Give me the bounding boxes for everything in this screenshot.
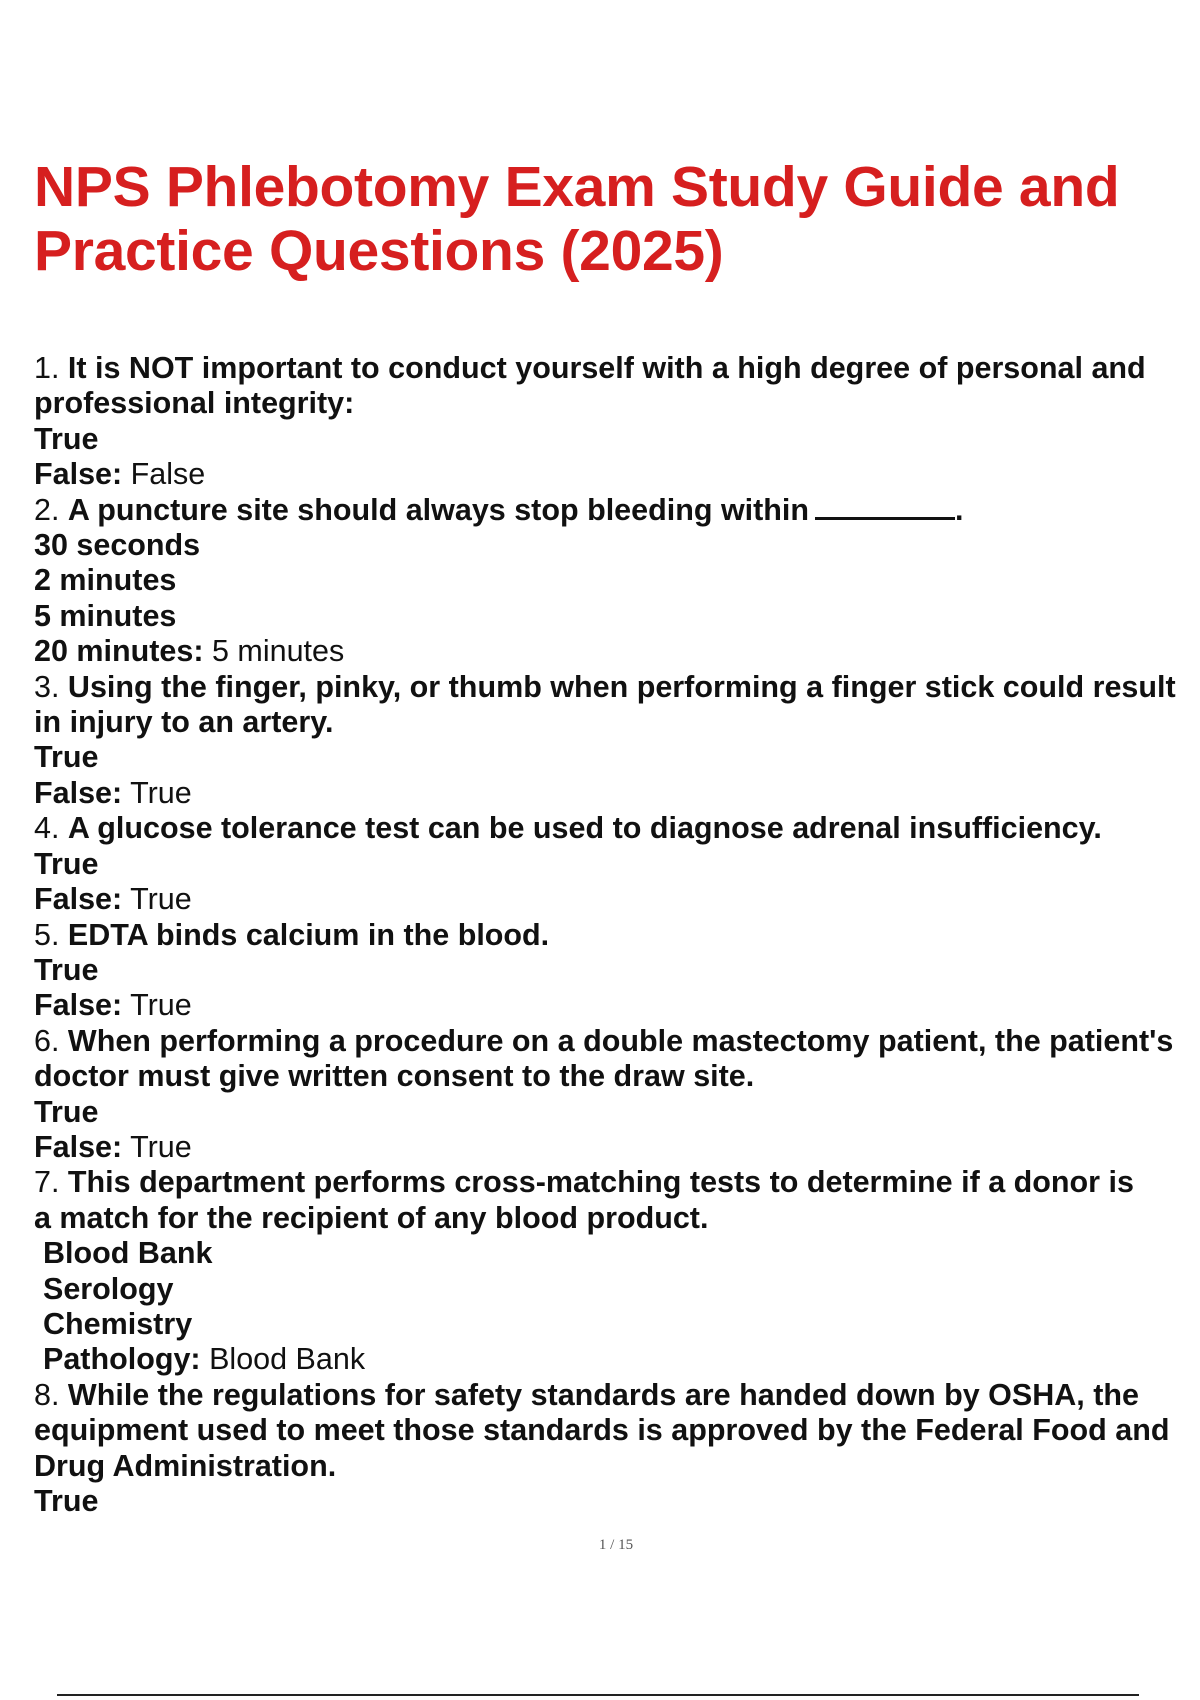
blank-suffix: . — [955, 492, 964, 527]
question-number: 1. — [34, 351, 60, 385]
title-line-1: NPS Phlebotomy Exam Study Guide and — [34, 155, 1120, 219]
question-4 — [34, 811, 1200, 917]
question-text: When performing a procedure on a double mastectomy patient, the patient's — [67, 1023, 1174, 1058]
question-2 — [34, 493, 1200, 670]
option: Serology — [43, 1271, 174, 1306]
option: False: — [34, 1129, 123, 1164]
option: 5 minutes — [34, 598, 177, 633]
question-number: 6. — [34, 1023, 60, 1058]
question-text: Drug Administration. — [34, 1448, 337, 1483]
question-3 — [34, 670, 1200, 812]
question-text: doctor must give written consent to the draw site. — [34, 1059, 755, 1094]
option: True — [34, 1094, 99, 1129]
footer-divider — [57, 1694, 1139, 1696]
question-text: While the regulations for safety standards are handed down by OSHA, the — [67, 1377, 1139, 1412]
question-text: equipment used to meet those standards is approved by the Federal Food and — [34, 1413, 1170, 1448]
answer: True — [130, 775, 192, 810]
question-8 — [34, 1378, 1200, 1520]
option: True — [34, 421, 99, 456]
option: 30 seconds — [34, 528, 201, 563]
answer: 5 minutes — [211, 634, 345, 669]
option: True — [34, 1484, 99, 1518]
title-line-2: Practice Questions (2025) — [34, 219, 724, 283]
option: False: — [34, 457, 123, 492]
question-6 — [34, 1024, 1200, 1166]
question-1 — [34, 351, 1200, 493]
question-text: A puncture site should always stop bleeding within — [67, 492, 810, 527]
page-number: 1 / 15 — [598, 1537, 634, 1553]
answer: Blood Bank — [209, 1342, 366, 1377]
question-number: 4. — [34, 811, 60, 846]
option: 20 minutes: — [34, 634, 204, 669]
question-text: EDTA binds calcium in the blood. — [67, 917, 550, 952]
question-number: 8. — [34, 1377, 60, 1412]
answer-blank — [815, 493, 955, 520]
question-7 — [34, 1165, 1200, 1377]
question-list — [34, 351, 1200, 1519]
option: 2 minutes — [34, 563, 177, 598]
option: Blood Bank — [43, 1236, 213, 1271]
option: True — [34, 740, 99, 775]
option: False: — [34, 775, 123, 810]
question-text: a match for the recipient of any blood product. — [34, 1200, 709, 1235]
document-title — [34, 155, 1174, 283]
answer: True — [130, 988, 192, 1023]
question-text: A glucose tolerance test can be used to diagnose adrenal insufficiency. — [67, 811, 1102, 846]
question-text: Using the finger, pinky, or thumb when performing a finger stick could result — [67, 669, 1176, 704]
question-number: 7. — [34, 1165, 60, 1200]
option: Chemistry — [43, 1306, 193, 1341]
question-text: This department performs cross-matching tests to determine if a donor is — [67, 1165, 1134, 1200]
option: True — [34, 846, 99, 881]
option: False: — [34, 882, 123, 917]
question-text: in injury to an artery. — [34, 705, 334, 740]
question-text: professional integrity: — [34, 386, 355, 421]
option: True — [34, 952, 99, 987]
option: False: — [34, 988, 123, 1023]
answer: False — [130, 457, 206, 492]
question-number: 2. — [34, 492, 60, 527]
option: Pathology: — [43, 1342, 201, 1377]
answer: True — [130, 1129, 192, 1164]
question-5 — [34, 918, 1200, 1024]
question-text: It is NOT important to conduct yourself with a high degree of personal and — [67, 351, 1146, 385]
question-number: 5. — [34, 917, 60, 952]
question-number: 3. — [34, 669, 60, 704]
answer: True — [130, 882, 192, 917]
